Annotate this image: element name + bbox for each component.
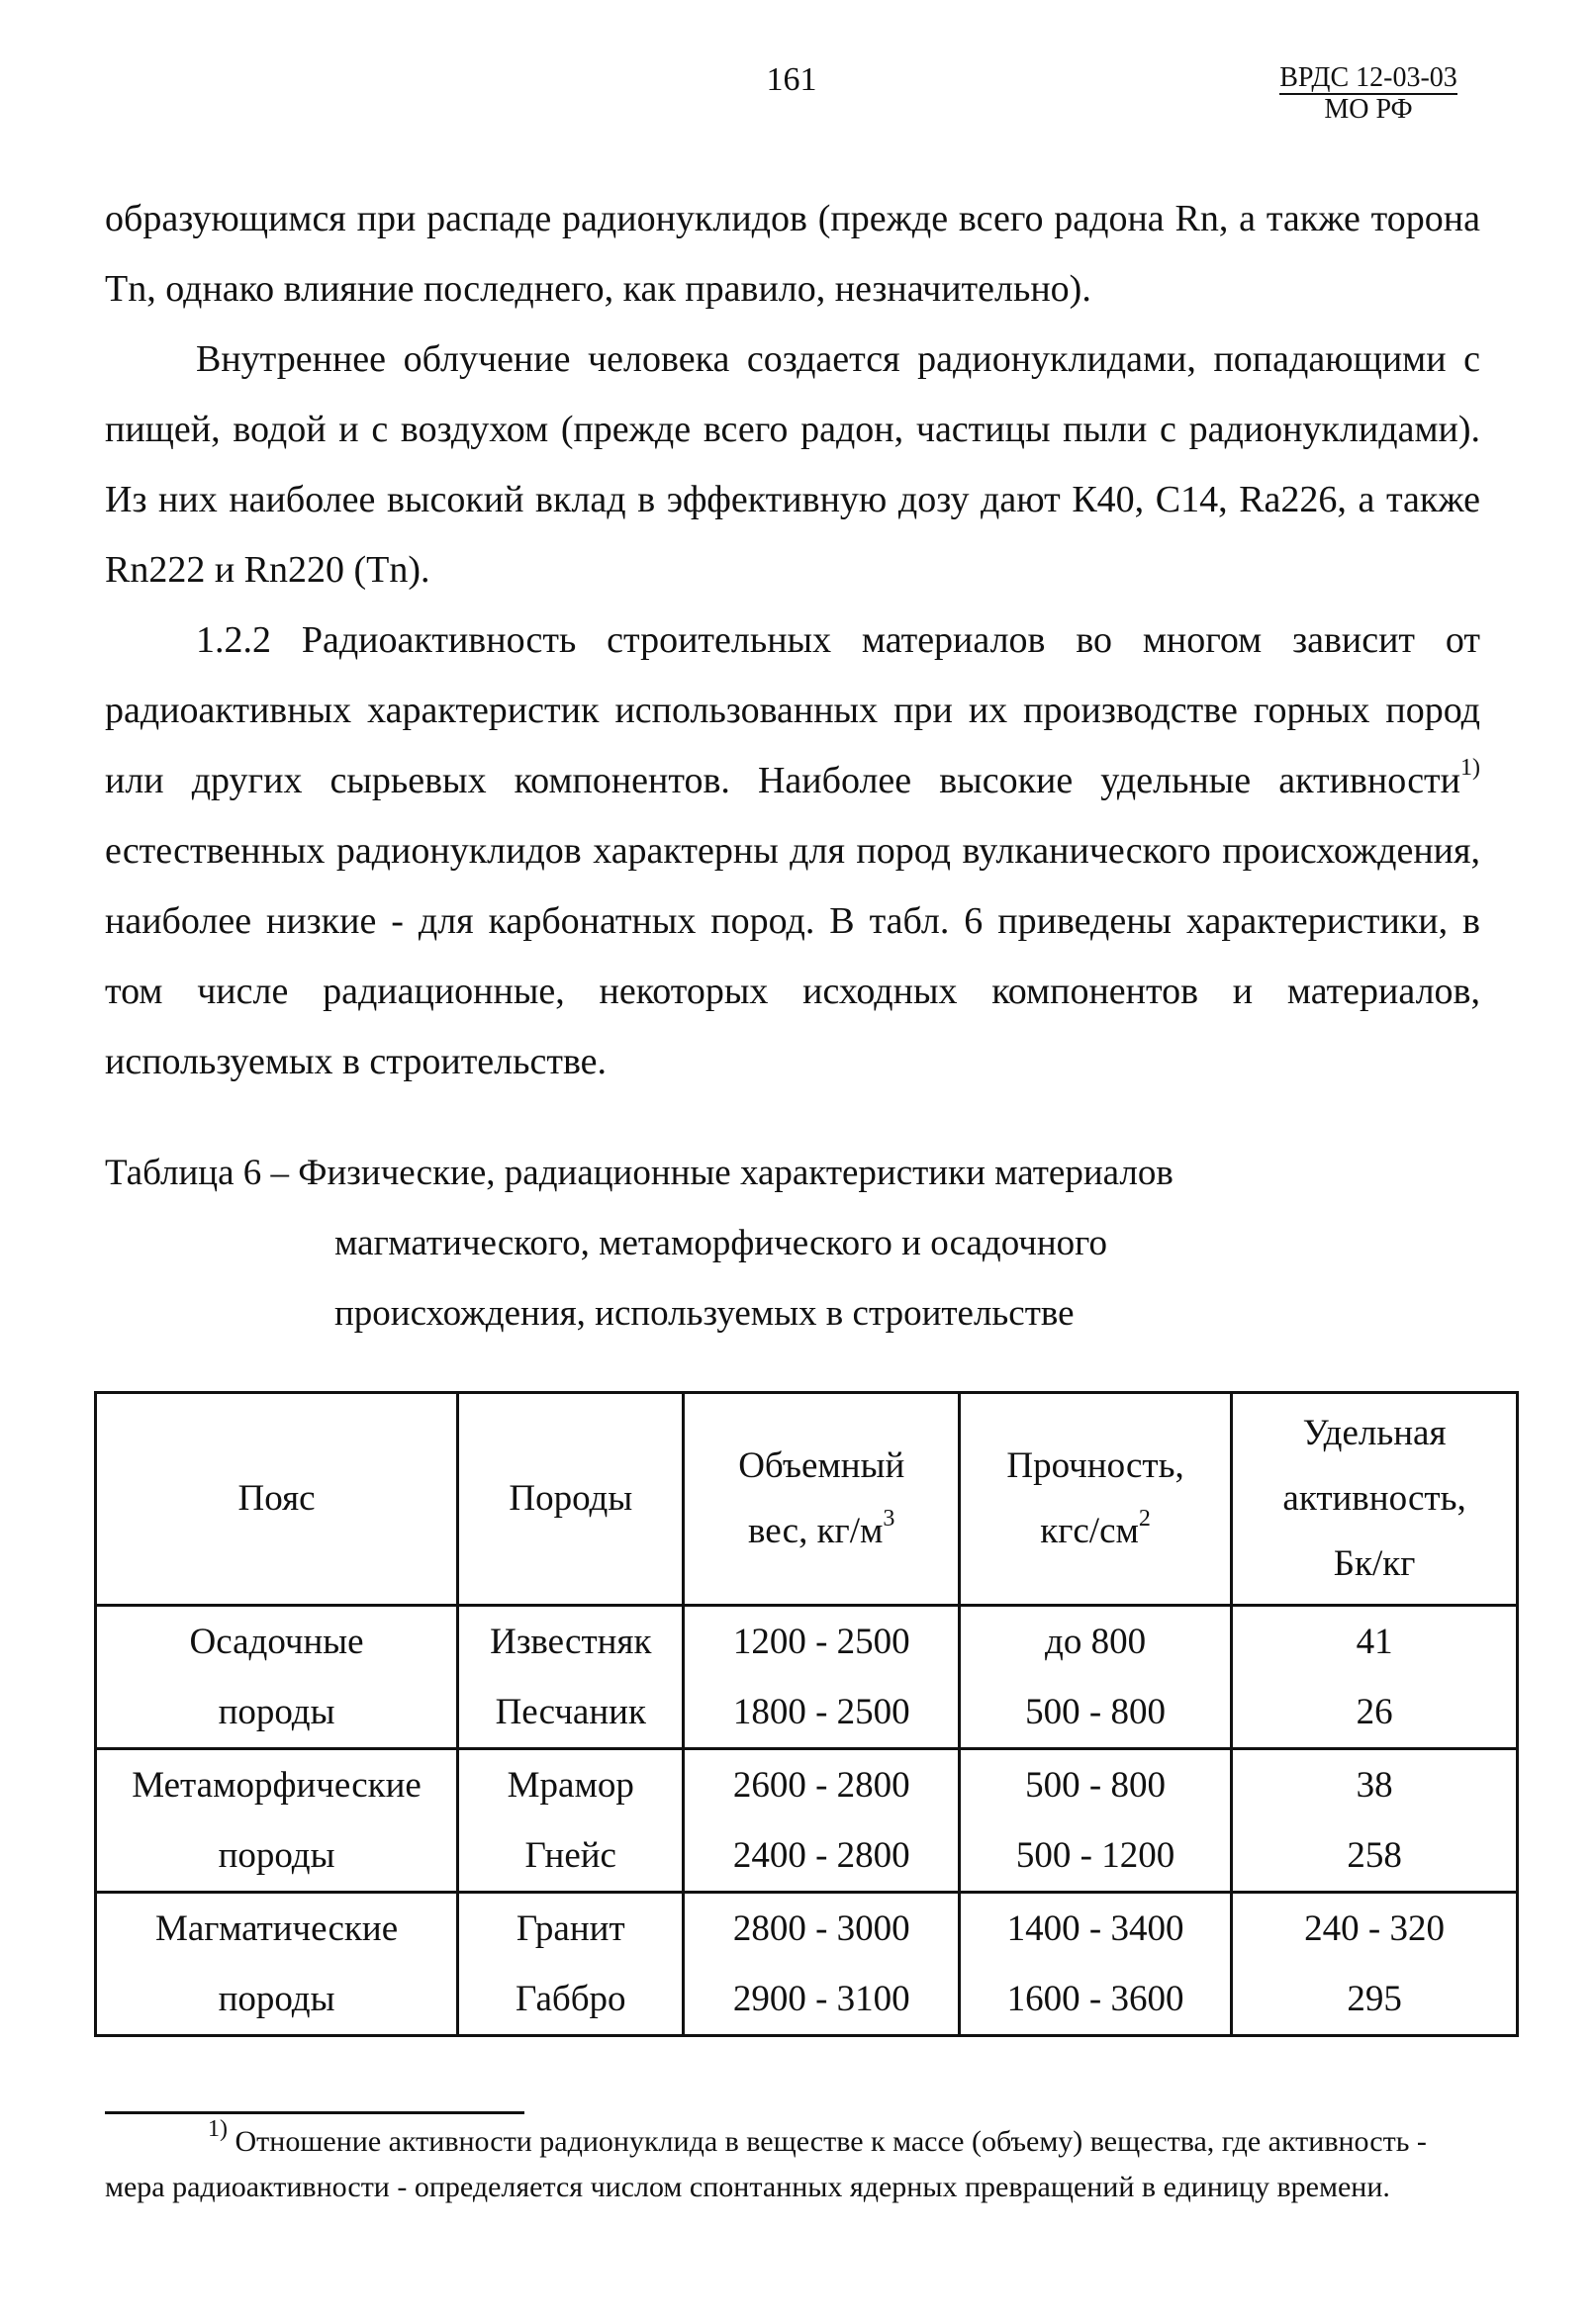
paragraph-1: [105, 184, 1480, 325]
table-caption-line-2: магматического, метаморфического и осадочного: [334, 1223, 1107, 1263]
cell-rock: Гранит Габбро: [458, 1893, 684, 2036]
cell-zone: Осадочные породы: [96, 1606, 458, 1749]
cell-volume-weight: 2800 - 3000 2900 - 3100: [684, 1893, 960, 2036]
footnote-text: Отношение активности радионуклида в веществе к массе (объему) вещества, где активность - мера радиоактивности - определяется числом спонтанных ядерных превращений в единицу времени.: [105, 2125, 1427, 2203]
header-strength: Прочность, кгс/$см^2$: [960, 1393, 1232, 1606]
header-rock: Породы: [458, 1393, 684, 1606]
cell-strength: до 800 500 - 800: [960, 1606, 1232, 1749]
paragraph-3-part-2: естественных радионуклидов характерны для пород вулканического происхождения, наиболее низкие - для карбонатных пород. В табл. 6 приведены характеристики, в том числе радиационные, некоторых исходных компонентов и материалов, используемых в строительстве.: [105, 830, 1480, 1082]
cell-zone: Метаморфические породы: [96, 1749, 458, 1893]
cell-rock: Мрамор Гнейс: [458, 1749, 684, 1893]
cell-specific-activity: 41 26: [1232, 1606, 1518, 1749]
doc-code-organization: МО РФ: [1324, 94, 1413, 125]
header-zone: Пояс: [96, 1393, 458, 1606]
document-code: [1255, 61, 1482, 127]
paragraph-3-part-1: 1.2.2 Радиоактивность строительных материалов во многом зависит от радиоактивных характеристик использованных при их производстве горных пород или других сырьевых компонентов. Наиболее высокие удельные активности: [105, 619, 1480, 801]
table-caption-line-1: Таблица 6 – Физические, радиационные характеристики материалов: [105, 1153, 1174, 1193]
table-row: [96, 1606, 1518, 1749]
header-specific-activity: Удельная активность, Бк/кг: [1232, 1393, 1518, 1606]
header-volume-weight: Объемный вес, $кг/м^3$: [684, 1393, 960, 1606]
cell-specific-activity: 240 - 320 295: [1232, 1893, 1518, 2036]
footnote-reference: 1): [1460, 755, 1480, 782]
cell-volume-weight: 1200 - 2500 1800 - 2500: [684, 1606, 960, 1749]
table-row: [96, 1749, 1518, 1893]
page-number: 161: [766, 61, 817, 98]
paragraph-2: [105, 325, 1480, 605]
paragraph-3-text: [105, 605, 1480, 1097]
table-row: [96, 1893, 1518, 2036]
cell-strength: 1400 - 3400 1600 - 3600: [960, 1893, 1232, 2036]
cell-volume-weight: 2600 - 2800 2400 - 2800: [684, 1749, 960, 1893]
footnote: [105, 2116, 1480, 2210]
doc-code-number: ВРДС 12-03-03: [1279, 62, 1457, 93]
paragraph-3: [105, 605, 1480, 1097]
paragraph-2-text: Внутреннее облучение человека создается радионуклидами, попадающими с пищей, водой и с воздухом (прежде всего радон, частицы пыли с радионуклидами). Из них наиболее высокий вклад в эффективную дозу дают К40, С14, Ra226, а также Rn222 и Rn220 (Tn).: [105, 338, 1480, 591]
cell-strength: 500 - 800 500 - 1200: [960, 1749, 1232, 1893]
materials-table: [94, 1391, 1519, 2037]
paragraph-1-text: образующимся при распаде радионуклидов (прежде всего радона Rn, а также торона Tn, однако влияние последнего, как правило, незначительно).: [105, 198, 1480, 310]
cell-rock: Известняк Песчаник: [458, 1606, 684, 1749]
table-caption-line-3: происхождения, используемых в строительстве: [334, 1293, 1075, 1334]
cell-specific-activity: 38 258: [1232, 1749, 1518, 1893]
table-caption: [105, 1138, 1480, 1348]
footnote-divider: [105, 2111, 524, 2114]
footnote-mark: 1): [208, 2116, 228, 2142]
cell-zone: Магматические породы: [96, 1893, 458, 2036]
table-header-row: [96, 1393, 1518, 1606]
